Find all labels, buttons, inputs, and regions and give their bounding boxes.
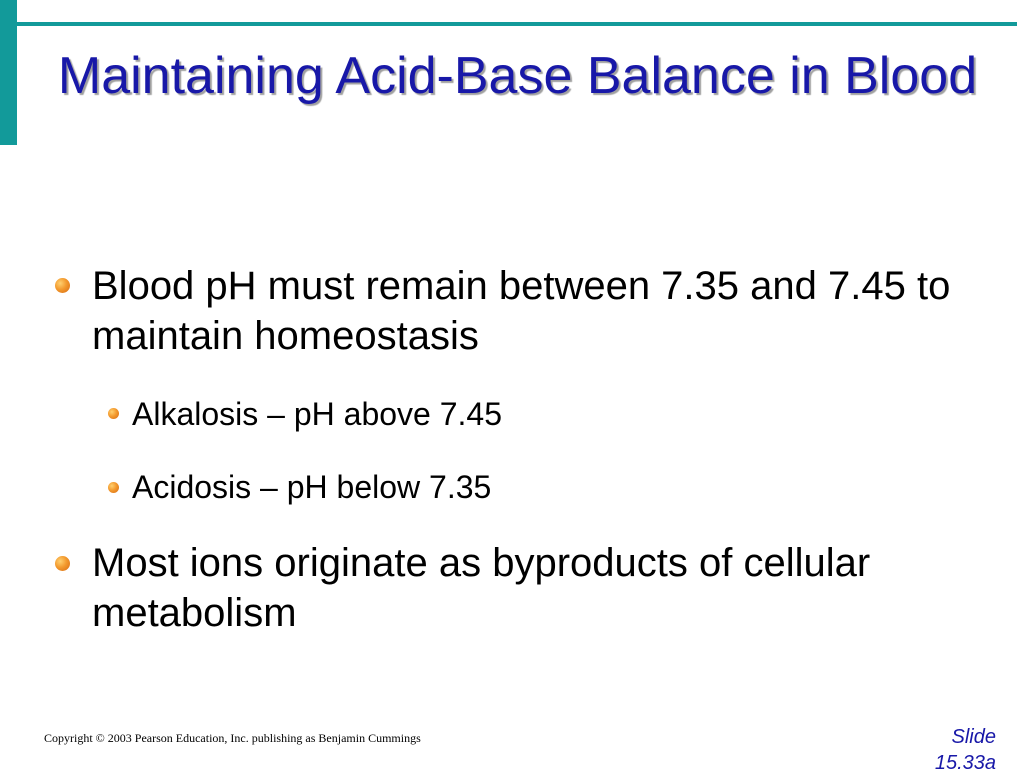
orange-dot-icon bbox=[55, 278, 70, 293]
bullet-ion-origin: Most ions originate as byproducts of cellular metabolism bbox=[92, 541, 871, 635]
slide-number-value: 15.33a bbox=[934, 752, 996, 774]
bullet-ph-range: Blood pH must remain between 7.35 and 7.45 to maintain homeostasis bbox=[92, 264, 951, 358]
orange-dot-icon bbox=[55, 556, 70, 571]
slide-title: Maintaining Acid-Base Balance in Blood bbox=[57, 47, 978, 105]
slide-label: Slide bbox=[951, 726, 996, 748]
slide-number bbox=[935, 724, 996, 776]
sub-bullet-acidosis: Acidosis – pH below 7.35 bbox=[132, 469, 492, 505]
orange-dot-icon bbox=[108, 408, 119, 419]
sub-bullet-alkalosis: Alkalosis – pH above 7.45 bbox=[132, 396, 502, 432]
footer-copyright: Copyright © 2003 Pearson Education, Inc. publishing as Benjamin Cummings bbox=[44, 731, 421, 745]
orange-dot-icon bbox=[108, 482, 119, 493]
